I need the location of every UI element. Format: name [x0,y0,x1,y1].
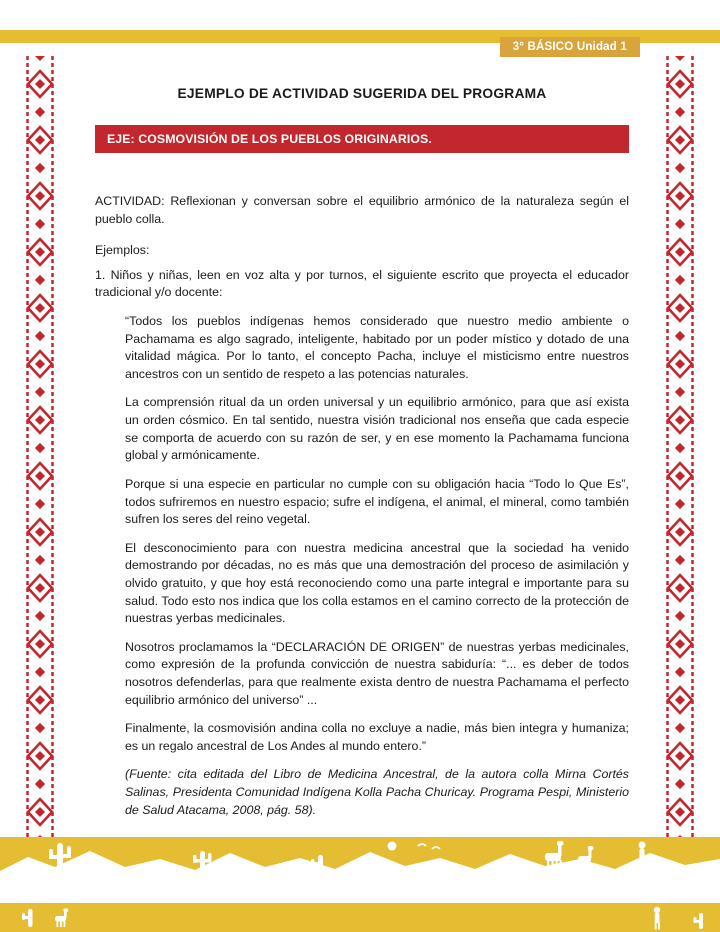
quote-paragraph: “Todos los pueblos indígenas hemos considerado que nuestro medio ambiente o Pachamama es algo sagrado, inteligente, habitado por un poder místico y dotado de una vitalidad mágica. Por lo tanto, el concepto Pacha, incluye el misticismo entre nuestros ancestros con un sentido de respeto a las potencias naturales. [125,314,629,381]
document-content [95,86,629,819]
quote-paragraph: Finalmente, la cosmovisión andina colla no excluye a nadie, más bien integra y humaniza; es un regalo ancestral de Los Andes al mundo entero.” [125,721,629,753]
andean-pattern-icon [24,56,56,840]
activity-item-1: 1. Niños y niñas, leen en voz alta y por turnos, el siguiente escrito que proyecta el educador tradicional y/o docente: [95,267,629,300]
left-border-pattern [24,56,56,840]
ejemplos-label: Ejemplos: [95,243,150,258]
right-border-pattern [664,56,696,840]
level-badge: 3° BÁSICO Unidad 1 [500,37,640,57]
source-citation: (Fuente: cita editada del Libro de Medicina Ancestral, de la autora colla Mirna Cortés Salinas, Presidenta Comunidad Indígena Kolla Pacha Churicay. Programa Pespi, Ministerio de Salud Atacama, 2008, pág. 58). [125,767,629,817]
sun-icon [388,842,397,851]
actividad-text: ACTIVIDAD: Reflexionan y conversan sobre el equilibrio armónico de la naturaleza según el pueblo colla. [95,194,629,226]
eje-banner: EJE: COSMOVISIÓN DE LOS PUEBLOS ORIGINARIOS. [95,125,629,153]
quote-paragraph: Nosotros proclamamos la “DECLARACIÓN DE ORIGEN” de nuestras yerbas medicinales, como expresión de la profunda convicción de nuestra sabiduría: “... es deber de todos nosotros defenderlas, para que realmente exista dentro de nuestra Pachamama el perfecto equilibrio armónico del universo” ... [125,639,629,707]
quote-paragraph: Porque si una especie en particular no cumple con su obligación hacia “Todo lo Que Es”, todos sufriremos en nuestro espacio; sufre el indígena, el animal, el mineral, como también sufren los seres del reino vegetal. [125,476,629,527]
quote-paragraph: La comprensión ritual da un orden universal y un equilibrio armónico, para que así exista un orden cósmico. En tal sentido, nuestra visión tradicional nos enseña que cada especie se comporta de acuerdo con su razón de ser, y en ese momento la Pachamama funciona global y armónicamente. [125,395,629,463]
page-title: EJEMPLO DE ACTIVIDAD SUGERIDA DEL PROGRAMA [177,86,547,101]
andean-pattern-icon [664,56,696,840]
quote-paragraph: El desconocimiento para con nuestra medicina ancestral que la sociedad ha venido demostrando por décadas, no es más que una demostración del proceso de asimilación y olvido gratuito, y que hoy está reconociendo como una parte integral e importante para su salud. Todo esto nos indica que los colla estamos en el camino correcto de la protección de nuestras yerbas medicinales. [125,540,629,626]
landscape-illustration [0,837,720,932]
reading-quote-block [125,313,629,755]
footer-landscape [0,837,720,932]
